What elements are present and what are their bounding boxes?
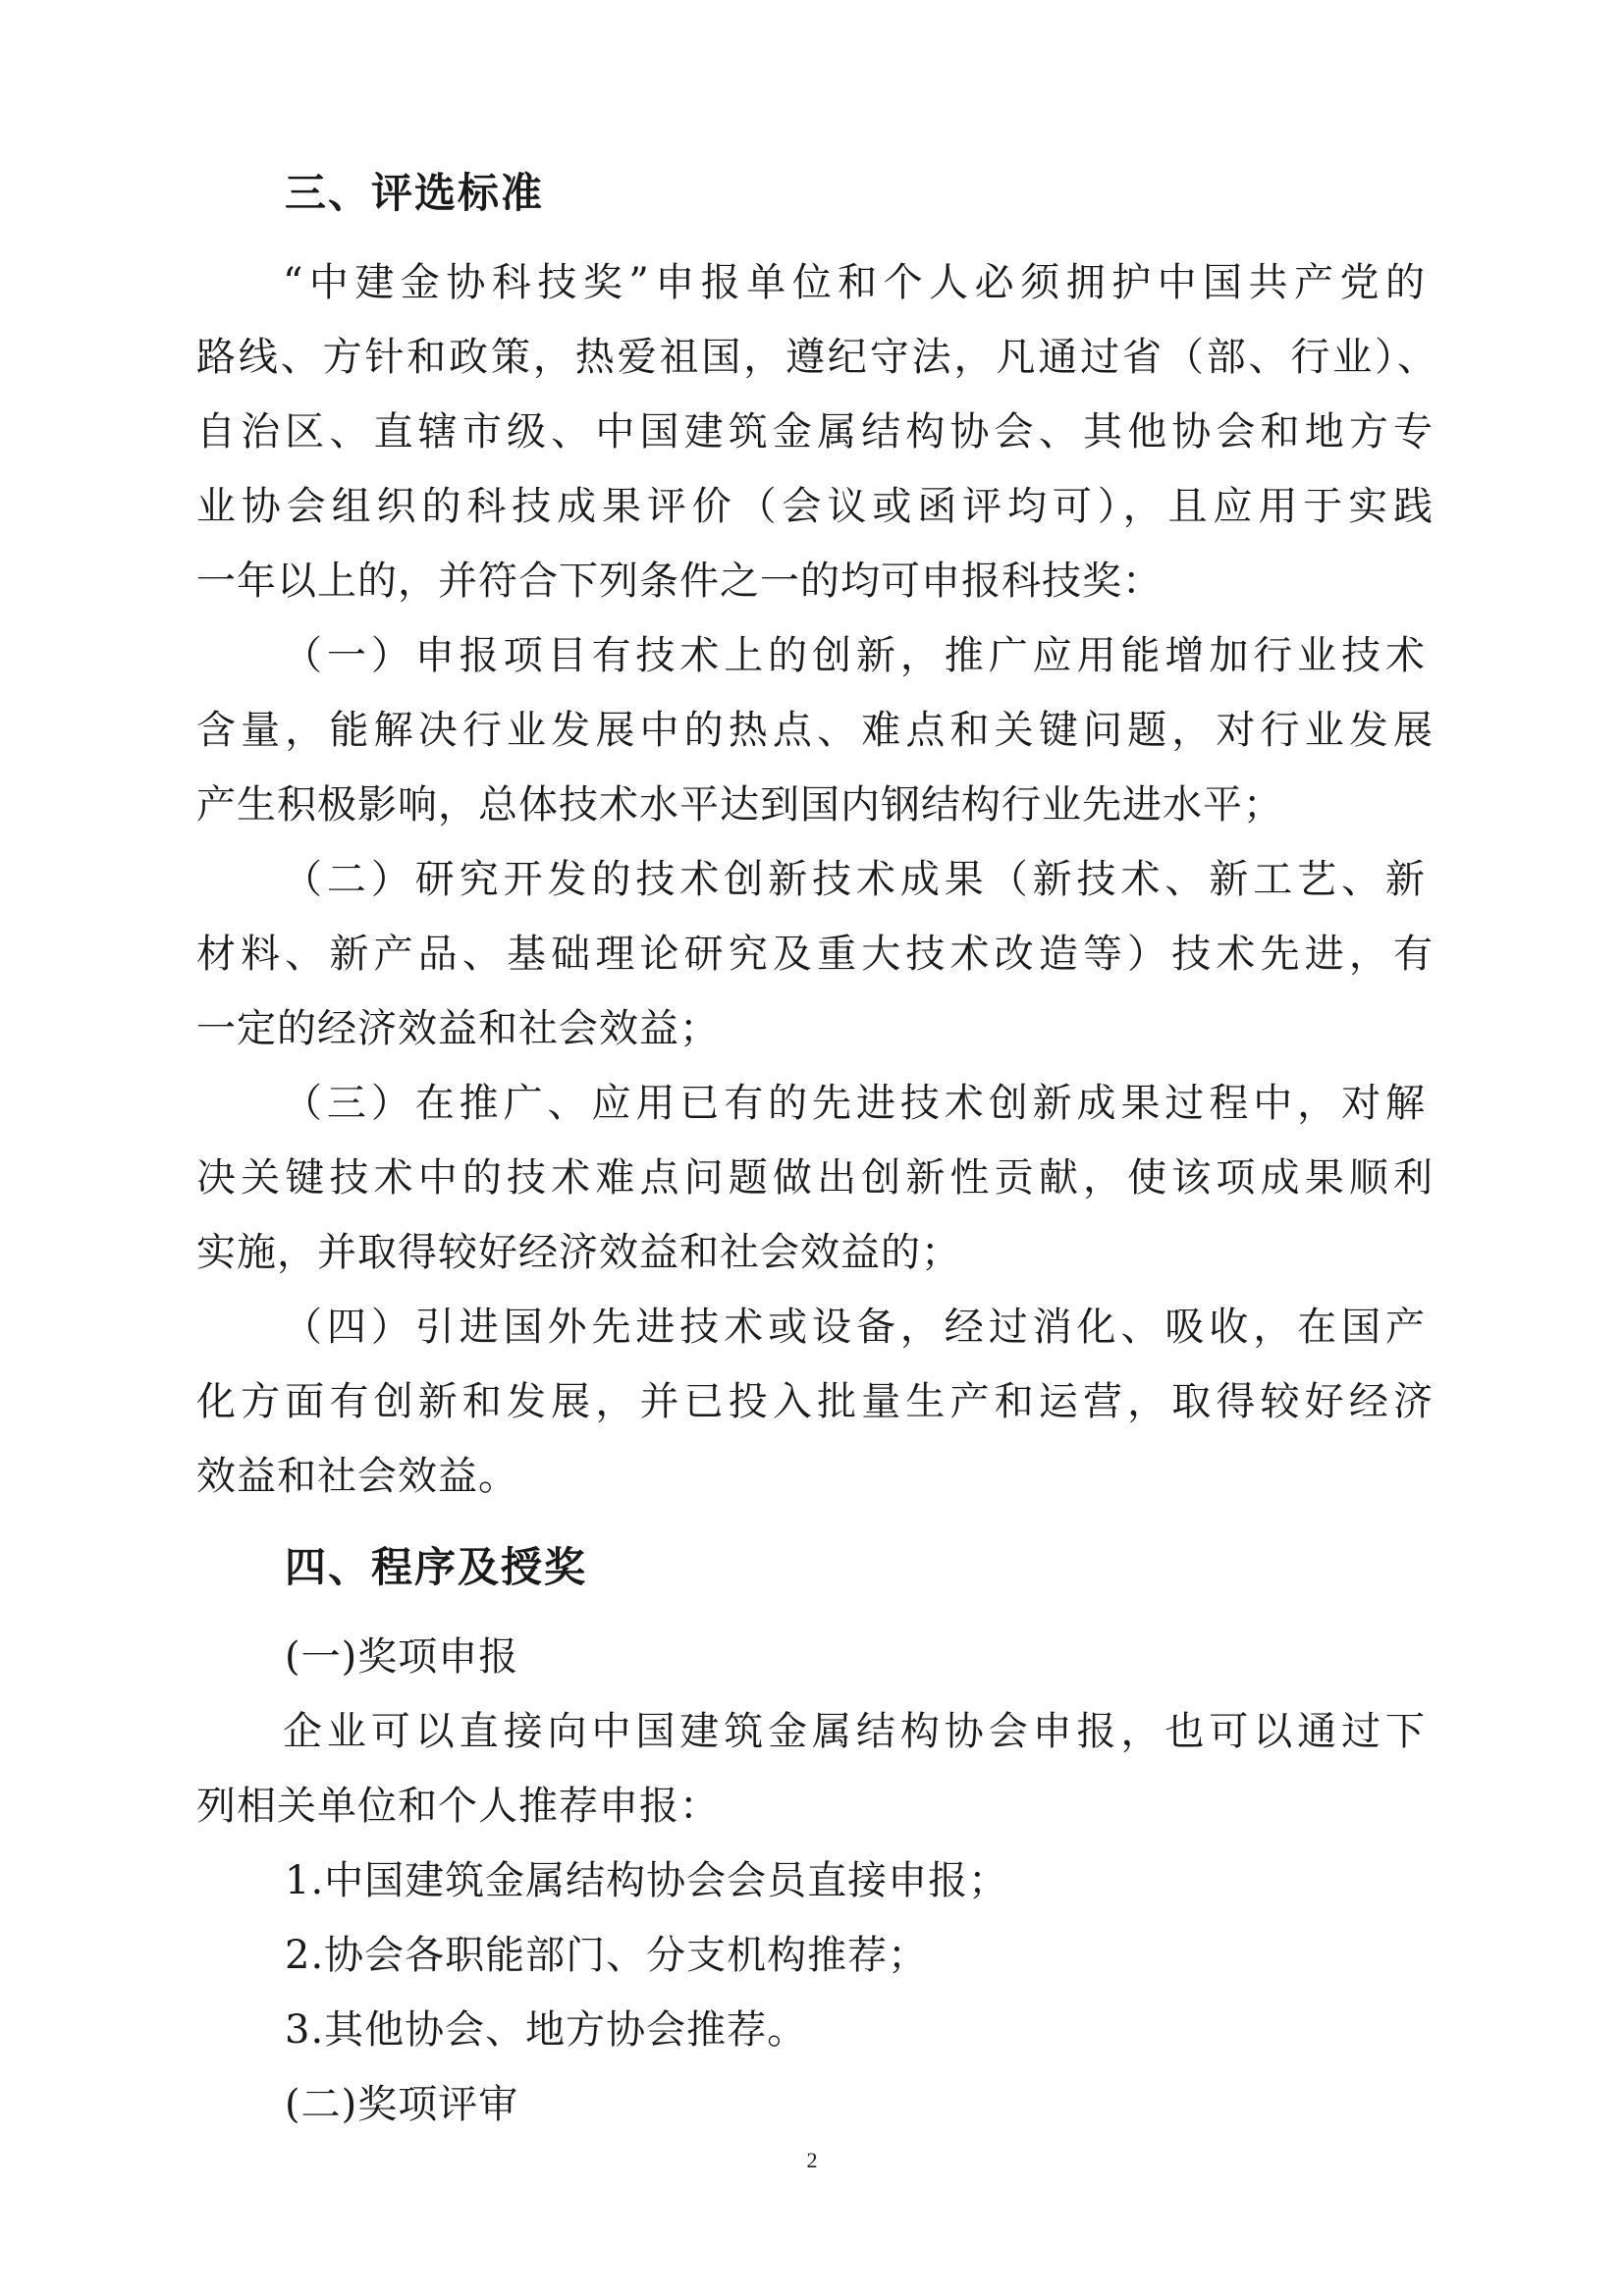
- list-item: 2.协会各职能部门、分支机构推荐；: [285, 1933, 929, 1978]
- paragraph-line: 含量，能解决行业发展中的热点、难点和关键问题，对行业发展: [196, 708, 1434, 753]
- list-item: 3.其他协会、地方协会推荐。: [285, 2007, 808, 2053]
- paragraph-line: “中建金协科技奖”申报单位和个人必须拥护中国共产党的: [283, 260, 1426, 305]
- section-heading-4: 四、程序及授奖: [285, 1543, 588, 1591]
- paragraph-line: 自治区、直辖市级、中国建筑金属结构协会、其他协会和地方专: [196, 409, 1434, 454]
- paragraph-line: 材料、新产品、基础理论研究及重大技术改造等）技术先进，有: [196, 932, 1434, 977]
- paragraph-line: 化方面有创新和发展，并已投入批量生产和运营，取得较好经济: [196, 1379, 1434, 1424]
- paragraph-line: （三）在推广、应用已有的先进技术创新成果过程中，对解: [283, 1081, 1426, 1126]
- paragraph-line: 路线、方针和政策，热爱祖国，遵纪守法，凡通过省（部、行业）、: [196, 335, 1437, 380]
- paragraph-line: 一年以上的，并符合下列条件之一的均可申报科技奖：: [196, 559, 1163, 604]
- paragraph-line: 实施，并取得较好经济效益和社会效益的；: [196, 1230, 961, 1275]
- paragraph-line: 决关键技术中的技术难点问题做出创新性贡献，使该项成果顺利: [196, 1155, 1434, 1201]
- paragraph-line: 产生积极影响，总体技术水平达到国内钢结构行业先进水平；: [196, 782, 1283, 828]
- paragraph-line: （一）申报项目有技术上的创新，推广应用能增加行业技术: [283, 633, 1426, 678]
- paragraph-line: 列相关单位和个人推荐申报：: [196, 1784, 720, 1829]
- list-item: 1.中国建筑金属结构协会会员直接申报；: [285, 1858, 1009, 1903]
- page-number: 2: [806, 2148, 818, 2172]
- subheading-2: (二)奖项评审: [285, 2082, 519, 2127]
- paragraph-line: 企业可以直接向中国建筑金属结构协会申报，也可以通过下: [283, 1709, 1426, 1754]
- paragraph-line: （四）引进国外先进技术或设备，经过消化、吸收，在国产: [283, 1305, 1426, 1350]
- paragraph-line: （二）研究开发的技术创新技术成果（新技术、新工艺、新: [283, 857, 1426, 902]
- paragraph-line: 效益和社会效益。: [196, 1454, 518, 1499]
- paragraph-line: 一定的经济效益和社会效益；: [196, 1006, 720, 1051]
- subheading-1: (一)奖项申报: [285, 1634, 519, 1680]
- section-heading-3: 三、评选标准: [285, 169, 545, 217]
- paragraph-line: 业协会组织的科技成果评价（会议或函评均可），且应用于实践: [196, 484, 1434, 529]
